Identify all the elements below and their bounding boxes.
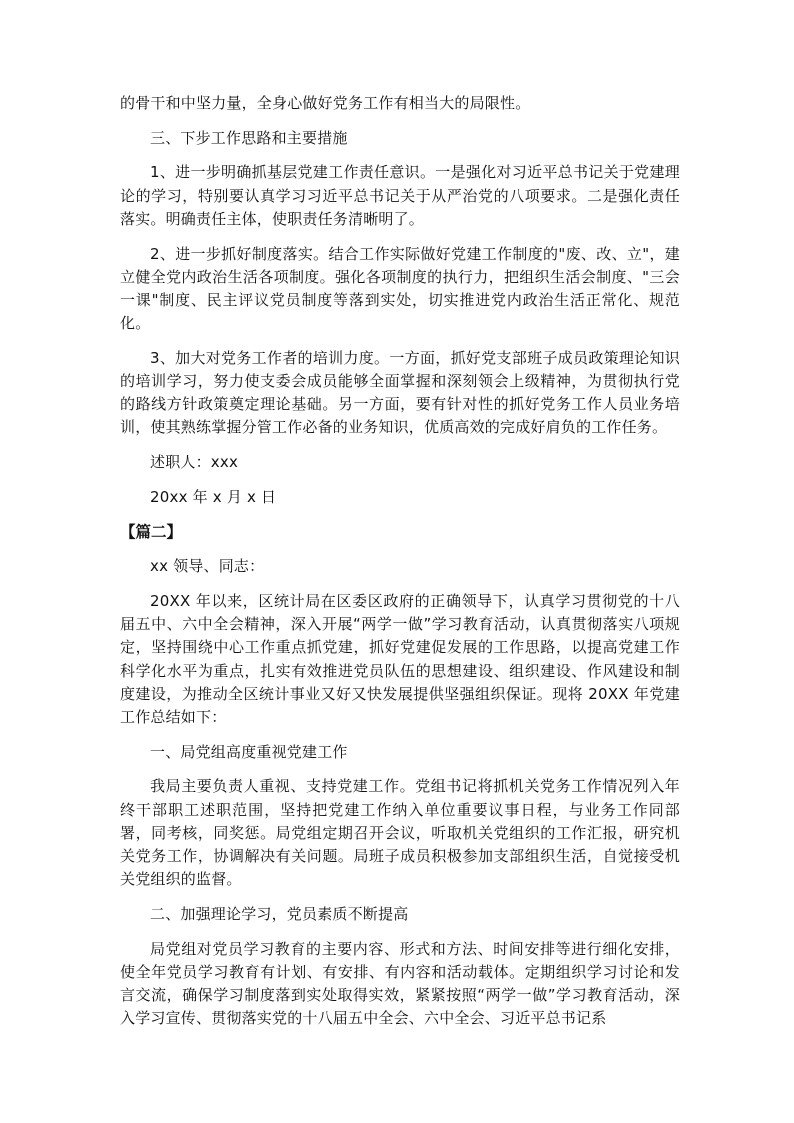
section-heading-theory-study: 二、加强理论学习，党员素质不断提高	[150, 904, 409, 923]
part-two-heading: 【篇二】	[120, 522, 183, 541]
measure-item-1: 1、进一步明确抓基层党建工作责任意识。一是强化对习近平总书记关于党建理论的学习，特别要认真学习习近平总书记关于从严治党的八项要求。二是强化责任落实。明确责任主体，使职责任务清晰明了。	[120, 163, 680, 228]
report-date: 20xx 年 x 月 x 日	[150, 487, 277, 506]
document-page	[120, 92, 680, 1042]
party-group-paragraph: 我局主要负责人重视、支持党建工作。党组书记将抓机关党务工作情况列入年终干部职工述职范围，坚持把党建工作纳入单位重要议事日程，与业务工作同部署，同考核，同奖惩。局党组定期召开会议，听取机关党组织的工作汇报，研究机关党务工作，协调解决有关问题。局班子成员积极参加支部组织生活，自觉接受机关党组织的监督。	[120, 777, 680, 889]
intro-paragraph: 20XX 年以来，区统计局在区委区政府的正确领导下，认真学习贯彻党的十八届五中、六中全会精神，深入开展“两学一做”学习教育活动，认真贯彻落实八项规定，坚持围绕中心工作重点抓党建，抓好党建促发展的工作思路，以提高党建工作科学化水平为重点，扎实有效推进党员队伍的思想建设、组织建设、作风建设和制度建设，为推动全区统计事业又好又快发展提供坚强组织保证。现将 20XX 年党建工作总结如下：	[120, 591, 680, 726]
measure-item-3: 3、加大对党务工作者的培训力度。一方面，抓好党支部班子成员政策理论知识的培训学习，努力使支委会成员能够全面掌握和深刻领会上级精神，为贯彻执行党的路线方针政策奠定理论基础。另一方面，要有针对性的抓好党务工作人员业务培训，使其熟练掌握分管工作必备的业务知识，优质高效的完成好肩负的工作任务。	[120, 348, 680, 437]
reporter-signature: 述职人：xxx	[150, 453, 239, 472]
theory-study-paragraph: 局党组对党员学习教育的主要内容、形式和方法、时间安排等进行细化安排，使全年党员学习教育有计划、有安排、有内容和活动载体。定期组织学习讨论和发言交流，确保学习制度落到实处取得实效，紧紧按照“两学一做”学习教育活动，深入学习宣传、贯彻落实党的十八届五中全会、六中全会、习近平总书记系	[120, 939, 680, 1028]
measure-item-2: 2、进一步抓好制度落实。结合工作实际做好党建工作制度的"废、改、立"，建立健全党内政治生活各项制度。强化各项制度的执行力，把组织生活会制度、"三会一课"制度、民主评议党员制度等落到实处，切实推进党内政治生活正常化、规范化。	[120, 244, 680, 333]
section-heading-party-group: 一、局党组高度重视党建工作	[150, 742, 348, 761]
paragraph-continuation: 的骨干和中坚力量，全身心做好党务工作有相当大的局限性。	[120, 94, 531, 112]
section-heading-next-steps: 三、下步工作思路和主要措施	[150, 128, 348, 147]
salutation: xx 领导、同志：	[150, 557, 265, 576]
